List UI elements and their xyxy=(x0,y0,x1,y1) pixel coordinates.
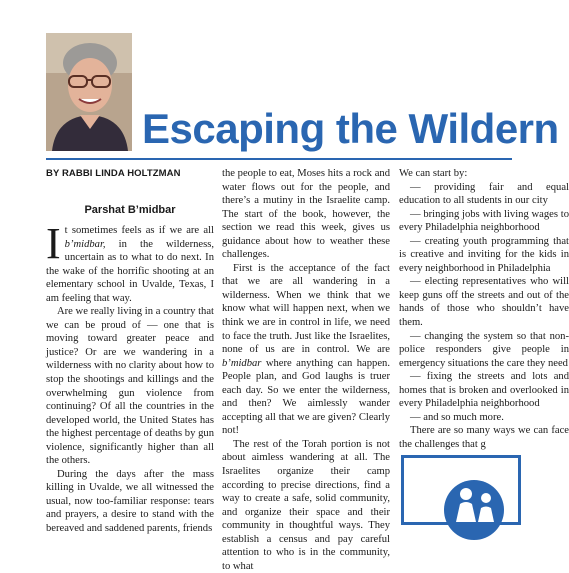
paragraph: The rest of the Torah portion is not about aimless wandering at all. The Israelites organize their camp according to precise directions, find a way to create a safe, solid community, and organize their space and their community in thoughtful ways. They establish a census and pay careful attention to who is in the community, to what xyxy=(222,438,390,572)
list-item: — electing representatives who will keep guns off the streets and out of the hands of those who shouldn’t have them. xyxy=(399,276,569,329)
list-item: — bringing jobs with living wages to every Philadelphia neighborhood xyxy=(399,208,569,234)
paragraph-text: t sometimes feels as if we are all xyxy=(64,225,214,236)
article-column-3 xyxy=(399,167,569,451)
paragraph-text: in the wilderness, uncertain as to what to do next. In the wake of the horrific shooting at an elementary school in Uvalde, Texas, I am feeling that way. xyxy=(46,238,214,304)
paragraph: During the days after the mass killing in Uvalde, we all witnessed the usual, now too-familiar response: tears and prayers, a desire to stand with the bereaved and saddened parents, friends xyxy=(46,468,214,535)
paragraph: the people to eat, Moses hits a rock and water flows out for the people, and there’s a mutiny in the Israelite camp. The start of the book, however, the section we read this week, gives us guidance about how to weather these challenges. xyxy=(222,168,390,261)
paragraph: There are so many ways we can face the challenges that g xyxy=(399,425,569,450)
article-column-1 xyxy=(46,219,214,536)
list-item: — and so much more. xyxy=(410,411,504,423)
paragraph-text: First is the acceptance of the fact that we are all wandering in a wilderness. When we think that we know what will happen next, when we think we are in control in life, we need to face the truth. Just like the Israelites, none of us are in control. We are xyxy=(222,262,390,356)
headline-rule xyxy=(46,158,512,160)
advertisement-box xyxy=(401,455,521,525)
paragraph-text: where anything can happen. People plan, and God laughs is truer each day. So we enter the wilderness, and then? We aimlessly wander accepting all that we are given? Clearly not! xyxy=(222,357,390,437)
list-item: — creating youth programming that is creative and inviting for the kids in every neighborhood in Philadelphia xyxy=(399,235,569,274)
author-byline: BY RABBI LINDA HOLTZMAN xyxy=(46,168,181,179)
article-column-2 xyxy=(222,167,390,573)
people-logo-icon xyxy=(404,458,518,522)
drop-cap: I xyxy=(46,219,61,268)
paragraph xyxy=(222,262,390,438)
author-photo xyxy=(46,33,132,151)
parsha-subhead: Parshat B’midbar xyxy=(84,204,176,216)
list-item: — fixing the streets and lots and homes that is broken and overlooked in every Philadelphia neighborhood xyxy=(399,371,569,410)
paragraph-emphasis: b’midbar xyxy=(222,357,262,369)
paragraph xyxy=(46,219,214,305)
article-headline: Escaping the Wildern xyxy=(142,105,559,152)
list-item: — providing fair and equal education to all students in our city xyxy=(399,181,569,207)
paragraph: We can start by: xyxy=(399,168,468,179)
author-portrait-image xyxy=(46,33,132,151)
paragraph-emphasis: b’midbar, xyxy=(64,238,106,250)
list-item: — changing the system so that non-police responders give people in emergency situations the care they need xyxy=(399,330,569,369)
paragraph: Are we really living in a country that we can be proud of — one that is moving toward greater peace and justice? Or are we wandering in a wilderness with no clarity about how to stop the shootings and killings and the overwhelming gun violence from continuing? Of all the countries in the developed world, the United States has the highest percentage of deaths by gun violence, significantly higher than all the others. xyxy=(46,306,214,467)
